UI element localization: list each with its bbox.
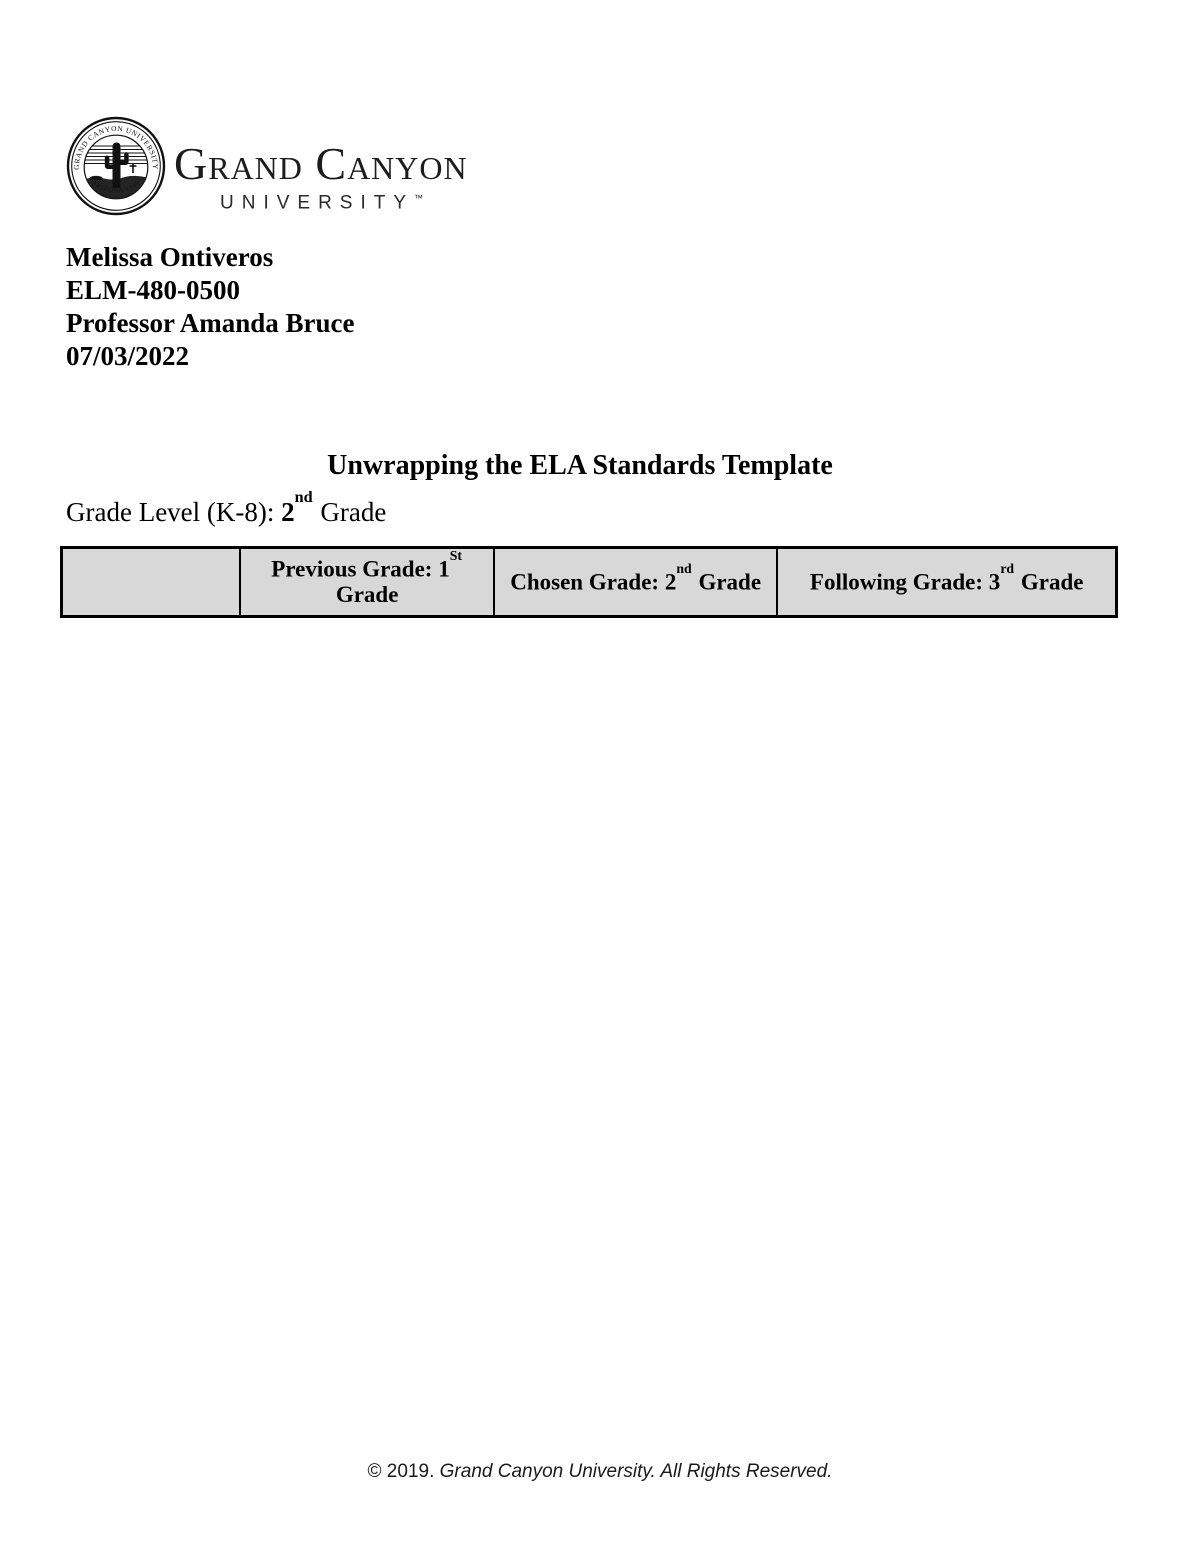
chosen-grade-text: Chosen Grade: 2 <box>510 569 677 595</box>
table-cell-empty <box>62 548 241 617</box>
grade-level-ordinal: nd <box>294 488 313 507</box>
copyright-footer <box>0 1461 1200 1483</box>
gcu-logo <box>66 116 468 216</box>
chosen-grade-ordinal: nd <box>676 561 692 577</box>
gcu-wordmark <box>174 138 468 214</box>
grade-level-value <box>281 488 314 527</box>
grade-comparison-table <box>60 546 1118 618</box>
following-grade-ordinal: rd <box>1000 561 1015 577</box>
table-cell-following-grade <box>777 548 1116 617</box>
gcu-wordmark-university-text: UNIVERSITY <box>220 192 415 214</box>
grade-level-label: Grade Level (K-8): <box>66 497 282 527</box>
grade-level-line <box>66 490 386 529</box>
table-cell-chosen-grade <box>494 548 778 617</box>
following-grade-text: Following Grade: 3 <box>809 569 1001 595</box>
rights-text: Grand Canyon University. All Rights Reserved. <box>439 1461 833 1482</box>
grade-level-suffix: Grade <box>313 497 387 527</box>
gcu-wordmark-name: Grand Canyon <box>174 138 468 189</box>
professor-name: Professor Amanda Bruce <box>66 308 355 338</box>
following-grade-suffix: Grade <box>1015 569 1084 595</box>
copyright-year: © 2019. <box>367 1461 440 1482</box>
chosen-grade-suffix: Grade <box>692 569 762 595</box>
submission-date: 07/03/2022 <box>66 341 190 371</box>
previous-grade-suffix: Grade <box>335 582 399 608</box>
student-name: Melissa Ontiveros <box>66 242 274 272</box>
previous-grade-text: Previous Grade: 1 <box>271 556 450 582</box>
seal-desert-scene <box>83 143 149 200</box>
course-code: ELM-480-0500 <box>66 275 240 305</box>
student-info-block <box>66 241 354 373</box>
seal-arc-top-text: GRAND CANYON UNIVERSITY <box>71 123 161 170</box>
grade-level-number: 2 <box>281 497 295 527</box>
trademark-symbol: ™ <box>414 193 424 203</box>
document-title: Unwrapping the ELA Standards Template <box>327 449 833 481</box>
previous-grade-ordinal: St <box>449 548 462 564</box>
gcu-wordmark-university <box>220 187 468 214</box>
table-cell-previous-grade <box>240 548 493 617</box>
gcu-seal-icon <box>66 116 166 216</box>
table-header-row <box>62 548 1117 617</box>
